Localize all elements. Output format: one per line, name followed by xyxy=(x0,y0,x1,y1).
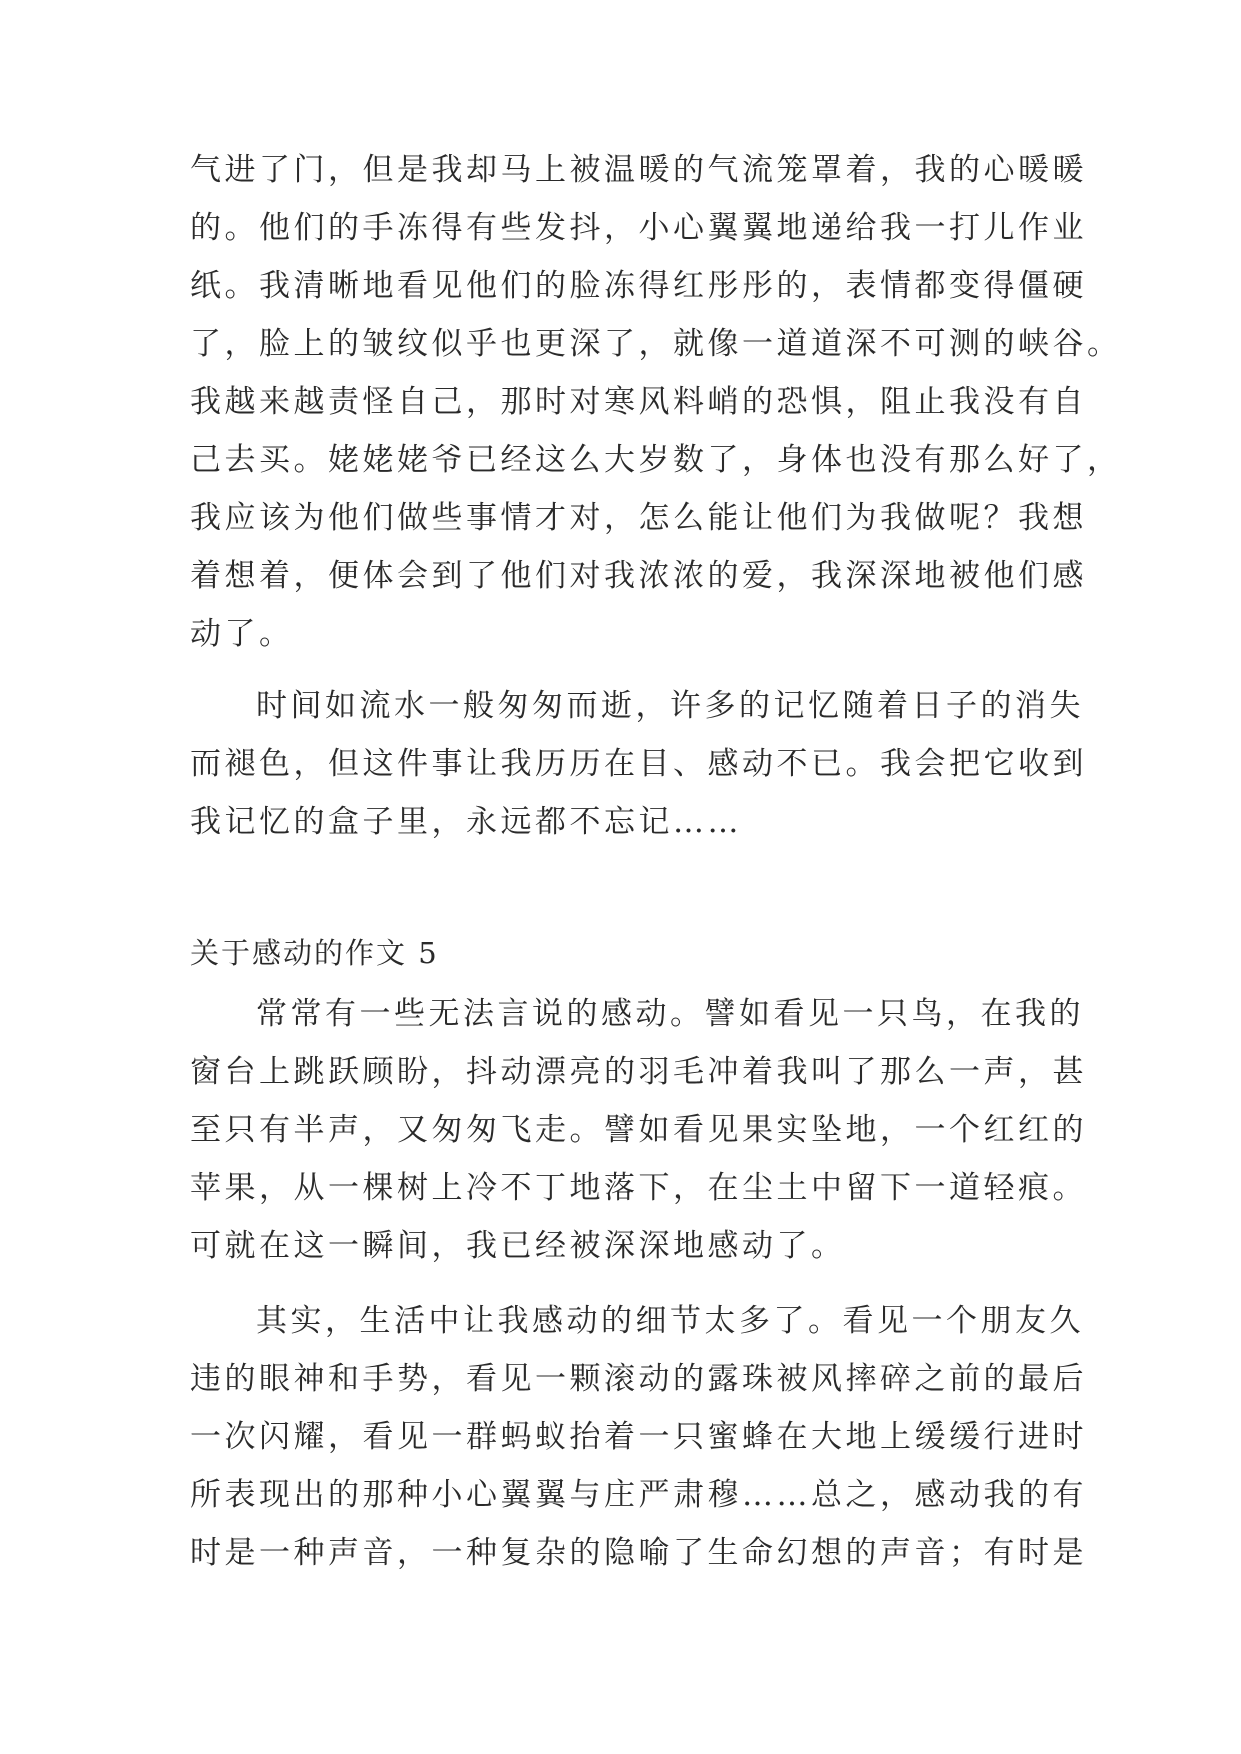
paragraph-line: 苹果，从一棵树上冷不丁地落下，在尘土中留下一道轻痕。 xyxy=(190,1170,1087,1206)
paragraph-line: 违的眼神和手势，看见一颗滚动的露珠被风摔碎之前的最后 xyxy=(190,1361,1087,1397)
paragraph-line: 我记忆的盒子里，永远都不忘记…… xyxy=(190,804,742,840)
paragraph-line: 着想着，便体会到了他们对我浓浓的爱，我深深地被他们感 xyxy=(190,558,1087,594)
paragraph-line: 窗台上跳跃顾盼，抖动漂亮的羽毛冲着我叫了那么一声，甚 xyxy=(190,1054,1087,1090)
paragraph-line: 气进了门，但是我却马上被温暖的气流笼罩着，我的心暖暖 xyxy=(190,152,1087,188)
paragraph-line: 我越来越责怪自己，那时对寒风料峭的恐惧，阻止我没有自 xyxy=(190,384,1087,420)
section-title: 关于感动的作文 5 xyxy=(190,936,439,970)
paragraph-line: 常常有一些无法言说的感动。譬如看见一只鸟，在我的 xyxy=(256,996,1084,1032)
paragraph-line: 的。他们的手冻得有些发抖，小心翼翼地递给我一打儿作业 xyxy=(190,210,1087,246)
paragraph-line: 时是一种声音，一种复杂的隐喻了生命幻想的声音；有时是 xyxy=(190,1535,1087,1571)
paragraph-line: 其实，生活中让我感动的细节太多了。看见一个朋友久 xyxy=(256,1303,1084,1339)
paragraph-line: 己去买。姥姥姥爷已经这么大岁数了，身体也没有那么好了， xyxy=(190,442,1122,478)
paragraph-line: 可就在这一瞬间，我已经被深深地感动了。 xyxy=(190,1228,846,1264)
paragraph-line: 一次闪耀，看见一群蚂蚁抬着一只蜜蜂在大地上缓缓行进时 xyxy=(190,1419,1087,1455)
paragraph-line: 动了。 xyxy=(190,616,294,652)
paragraph-line: 我应该为他们做些事情才对，怎么能让他们为我做呢？我想 xyxy=(190,500,1087,536)
paragraph-line: 至只有半声，又匆匆飞走。譬如看见果实坠地，一个红红的 xyxy=(190,1112,1087,1148)
paragraph-line: 时间如流水一般匆匆而逝，许多的记忆随着日子的消失 xyxy=(256,688,1084,724)
paragraph-line: 了，脸上的皱纹似乎也更深了，就像一道道深不可测的峡谷。 xyxy=(190,326,1122,362)
paragraph-line: 纸。我清晰地看见他们的脸冻得红彤彤的，表情都变得僵硬 xyxy=(190,268,1087,304)
paragraph-line: 而褪色，但这件事让我历历在目、感动不已。我会把它收到 xyxy=(190,746,1087,782)
paragraph-line: 所表现出的那种小心翼翼与庄严肃穆……总之，感动我的有 xyxy=(190,1477,1087,1513)
